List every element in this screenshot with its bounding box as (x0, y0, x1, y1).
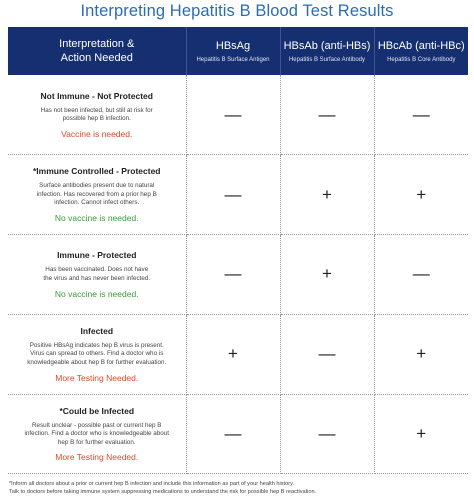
table-row (8, 155, 468, 235)
header-hbcab-label: HBcAb (anti-HBc) (377, 40, 465, 52)
row-action: More Testing Needed. (55, 452, 139, 463)
row-action: More Testing Needed. (55, 372, 139, 383)
table-row (8, 394, 468, 474)
header-hbcab-sub: Hepatitis B Core Antibody (387, 57, 456, 63)
row-action: No vaccine is needed. (54, 213, 139, 224)
header-hbsab (280, 27, 374, 75)
hbsag-result: — (186, 394, 280, 474)
header-interpretation (8, 27, 186, 75)
page-title: Interpreting Hepatitis B Blood Test Results (80, 2, 394, 20)
results-table (8, 27, 468, 474)
row-description-line: hep B for further evaluation. (57, 438, 136, 446)
interpretation-cell (8, 75, 186, 155)
row-title: *Could be Infected (59, 405, 135, 416)
hbsab-result: + (280, 155, 374, 235)
header-hbsag-sub: Hepatitis B Surface Antigen (196, 57, 270, 63)
row-description-line: Result unclear - possible past or current hep B (31, 421, 162, 429)
row-description-line: possible hep B infection. (62, 115, 131, 123)
results-table-container (8, 27, 468, 474)
row-action: No vaccine is needed. (54, 288, 139, 299)
hbcab-result: — (374, 235, 468, 315)
hbsag-result: — (186, 75, 280, 155)
row-description-line: infection. Has recovered from a prior hep B (36, 190, 157, 198)
header-hbsag (186, 27, 280, 75)
footnote-line: *Inform all doctors about a prior or current hep B infection and include this information as part of your health history. (9, 481, 295, 487)
row-description (16, 422, 178, 448)
row-title: *Immune Controlled - Protected (32, 166, 161, 177)
hbsab-result: — (280, 394, 374, 474)
row-title: Not Immune - Not Protected (40, 90, 153, 101)
row-action: Vaccine is needed. (61, 128, 133, 139)
table-row (8, 314, 468, 394)
row-description-line: the virus and has never been infected. (43, 274, 151, 282)
hbsag-result: — (186, 155, 280, 235)
footnote-line: Talk to doctors before taking immune system suppressing medications to understand the risk for possible hep B reactivation. (9, 489, 317, 495)
hbsab-result: + (280, 235, 374, 315)
hbcab-result: — (374, 75, 468, 155)
header-hbcab (374, 27, 468, 75)
row-description (16, 182, 178, 208)
row-description-line: Virus can spread to others. Find a doctor who is (30, 350, 164, 358)
interpretation-cell (8, 235, 186, 315)
interpretation-cell (8, 394, 186, 474)
hbsab-result: — (280, 75, 374, 155)
header-interpretation-line1: Interpretation & (59, 38, 135, 50)
row-description-line: Has not been infected, but still at risk for (40, 106, 153, 114)
table-row (8, 235, 468, 315)
header-interpretation-line2: Action Needed (60, 52, 133, 64)
row-description-line: knowledgeable about hep B for further evaluation. (27, 359, 167, 367)
hbsab-result: — (280, 314, 374, 394)
hbcab-result: + (374, 394, 468, 474)
hbcab-result: + (374, 314, 468, 394)
header-hbsab-sub: Hepatitis B Surface Antibody (288, 57, 366, 63)
hbsag-result: + (186, 314, 280, 394)
interpretation-cell (8, 314, 186, 394)
footnote (9, 480, 469, 496)
header-hbsag-label: HBsAg (215, 40, 251, 52)
row-description (16, 342, 178, 368)
header-hbsab-label: HBsAb (anti-HBs) (283, 40, 371, 52)
row-description-line: Surface antibodies present due to natural (39, 182, 155, 190)
hbcab-result: + (374, 155, 468, 235)
row-description (16, 266, 178, 283)
row-description-line: infection. Cannot infect others. (54, 199, 140, 207)
table-header-row (8, 27, 468, 75)
hbsag-result: — (186, 235, 280, 315)
interpretation-cell (8, 155, 186, 235)
row-description-line: infection. Find a doctor who is knowledgeable about (24, 430, 170, 438)
row-description-line: Has been vaccinated. Does not have (45, 266, 149, 274)
row-title: Infected (80, 325, 114, 336)
table-row (8, 75, 468, 155)
row-description-line: Positive HBsAg indicates hep B virus is present. (29, 341, 164, 349)
row-description (16, 107, 178, 124)
row-title: Immune - Protected (57, 250, 137, 261)
